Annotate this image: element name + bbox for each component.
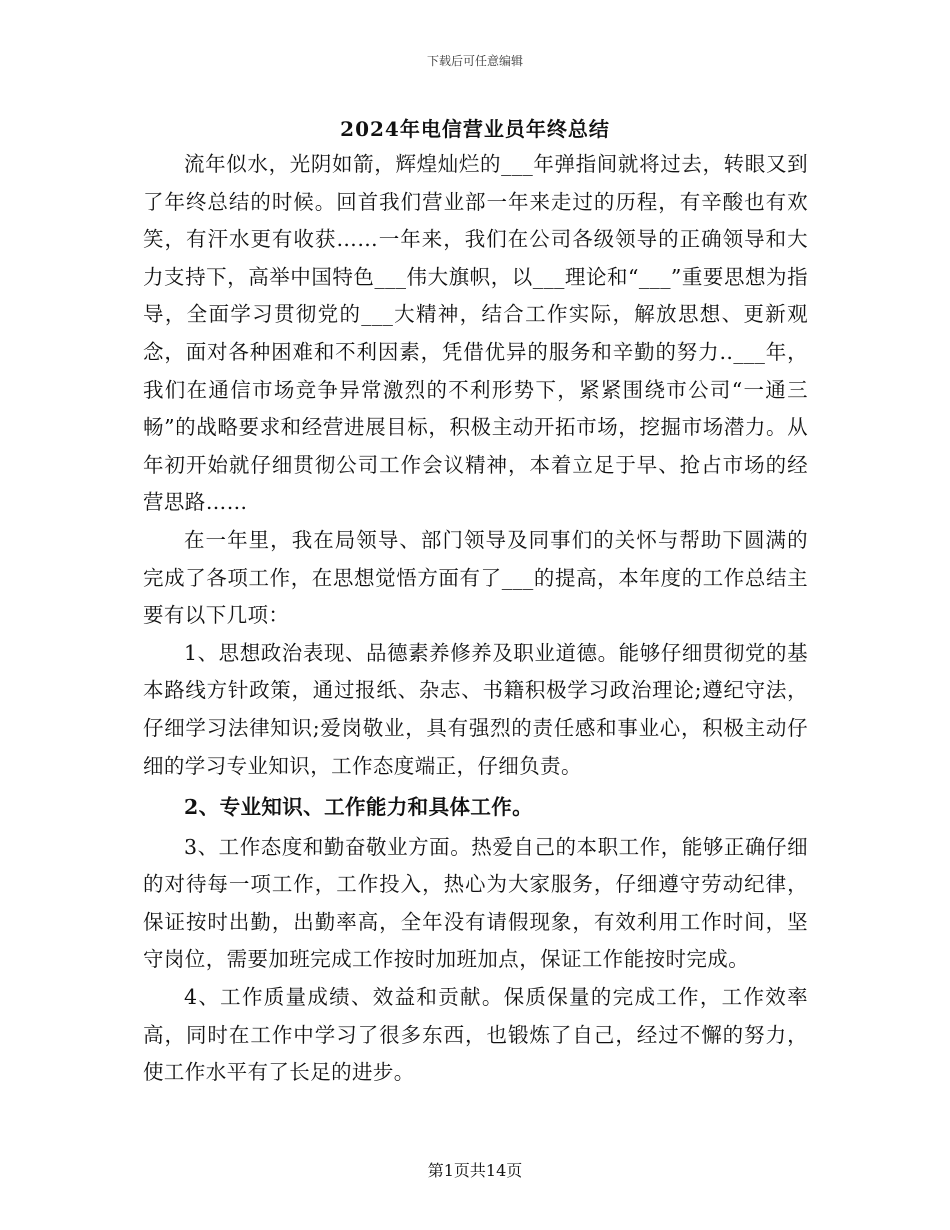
page-number-footer: 第1页共14页 bbox=[427, 1161, 523, 1180]
document-title: 2024年电信营业员年终总结 bbox=[340, 117, 610, 141]
paragraph-item-2-heading: 2、专业知识、工作能力和具体工作。 bbox=[184, 795, 534, 820]
paragraph-item-1: 1、思想政治表现、品德素养修养及职业道德。能够仔细贯彻党的基本路线方针政策，通过报纸、杂志、书籍积极学习政治理论;遵纪守法，仔细学习法律知识;爱岗敬业，具有强烈的责任感和事业心，积极主动仔细的学习专业知识，工作态度端正，仔细负责。 bbox=[143, 640, 808, 778]
paragraph-summary-intro: 在一年里，我在局领导、部门领导及同事们的关怀与帮助下圆满的完成了各项工作，在思想觉悟方面有了___的提高，本年度的工作总结主要有以下几项： bbox=[143, 527, 808, 628]
header-note: 下载后可任意编辑 bbox=[426, 54, 523, 68]
paragraph-item-3: 3、工作态度和勤奋敬业方面。热爱自己的本职工作，能够正确仔细的对待每一项工作，工作投入，热心为大家服务，仔细遵守劳动纪律，保证按时出勤，出勤率高，全年没有请假现象，有效利用工作时间，坚守岗位，需要加班完成工作按时加班加点，保证工作能按时完成。 bbox=[143, 834, 808, 972]
paragraph-intro: 流年似水，光阴如箭，辉煌灿烂的___年弹指间就将过去，转眼又到了年终总结的时候。回首我们营业部一年来走过的历程，有辛酸也有欢笑，有汗水更有收获……一年来，我们在公司各级领导的正确领导和大力支持下，高举中国特色___伟大旗帜，以___理论和“___”重要思想为指导，全面学习贯彻党的___大精神，结合工作实际，解放思想、更新观念，面对各种困难和不利因素，凭借优异的服务和辛勤的努力..___年，我们在通信市场竞争异常激烈的不利形势下，紧紧围绕市公司“一通三畅”的战略要求和经营进展目标，积极主动开拓市场，挖掘市场潜力。从年初开始就仔细贯彻公司工作会议精神，本着立足于早、抢占市场的经营思路…… bbox=[143, 152, 808, 515]
paragraph-item-4: 4、工作质量成绩、效益和贡献。保质保量的完成工作，工作效率高，同时在工作中学习了很多东西，也锻炼了自己，经过不懈的努力，使工作水平有了长足的进步。 bbox=[143, 985, 808, 1085]
document-body bbox=[143, 146, 808, 1092]
